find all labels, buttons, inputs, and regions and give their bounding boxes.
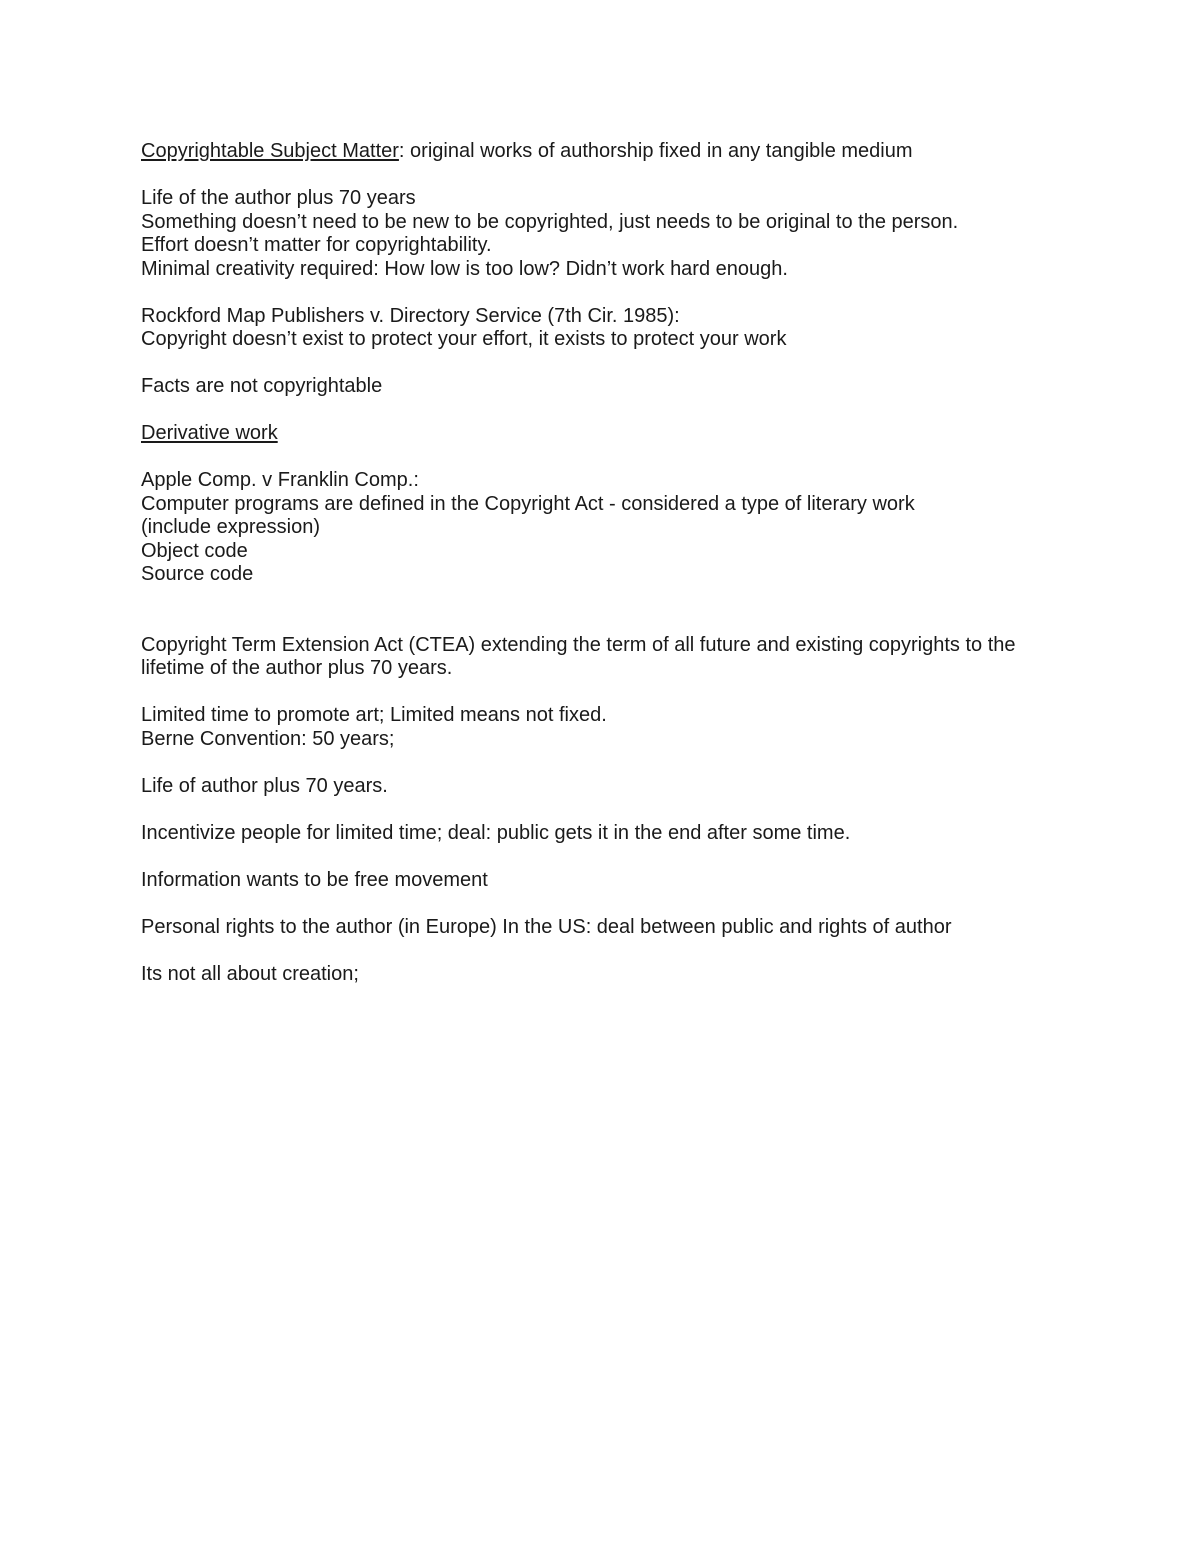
derivative-work-heading	[141, 422, 1071, 446]
subject-matter-heading: Copyrightable Subject Matter	[141, 140, 399, 162]
spacer	[141, 352, 1071, 376]
spacer	[141, 681, 1071, 705]
text-line: Personal rights to the author (in Europe) In the US: deal between public and rights of author	[141, 915, 952, 938]
spacer	[141, 281, 1071, 305]
spacer	[141, 446, 1071, 470]
subject-matter-definition: : original works of authorship fixed in any tangible medium	[398, 140, 913, 162]
derivative-work-heading-text: Derivative work	[141, 422, 278, 444]
intro-line	[141, 140, 1071, 164]
text-line: Copyright doesn’t exist to protect your effort, it exists to protect your work	[141, 328, 787, 350]
text-line: (include expression)	[141, 516, 320, 538]
spacer	[141, 845, 1071, 869]
spacer	[141, 587, 1071, 634]
text-line: Incentivize people for limited time; deal: public gets it in the end after some time.	[141, 821, 851, 844]
case-title-rockford: Rockford Map Publishers v. Directory Service (7th Cir. 1985):	[141, 304, 680, 327]
text-line: Facts are not copyrightable	[141, 375, 383, 397]
text-line: Effort doesn’t matter for copyrightability.	[141, 234, 492, 256]
text-line: Source code	[141, 563, 254, 585]
spacer	[141, 164, 1071, 188]
text-line: Its not all about creation;	[141, 962, 359, 985]
text-line: Something doesn’t need to be new to be copyrighted, just needs to be original to the person.	[141, 210, 959, 233]
text-line: Computer programs are defined in the Copyright Act - considered a type of literary work	[141, 492, 915, 515]
ctea-paragraph: Copyright Term Extension Act (CTEA) extending the term of all future and existing copyrights to the lifetime of the author plus 70 years.	[141, 633, 1016, 679]
text-line: Object code	[141, 539, 248, 562]
document-body	[141, 140, 1071, 986]
text-line: Limited time to promote art; Limited means not fixed.	[141, 704, 607, 726]
text-line: Life of author plus 70 years.	[141, 774, 388, 797]
spacer	[141, 399, 1071, 423]
text-line: Information wants to be free movement	[141, 868, 488, 891]
spacer	[141, 892, 1071, 916]
text-line: Berne Convention: 50 years;	[141, 727, 395, 750]
text-line: Life of the author plus 70 years	[141, 187, 416, 209]
text-line: Minimal creativity required: How low is too low? Didn’t work hard enough.	[141, 257, 788, 280]
spacer	[141, 751, 1071, 775]
spacer	[141, 939, 1071, 963]
case-title-apple: Apple Comp. v Franklin Comp.:	[141, 469, 419, 491]
spacer	[141, 798, 1071, 822]
